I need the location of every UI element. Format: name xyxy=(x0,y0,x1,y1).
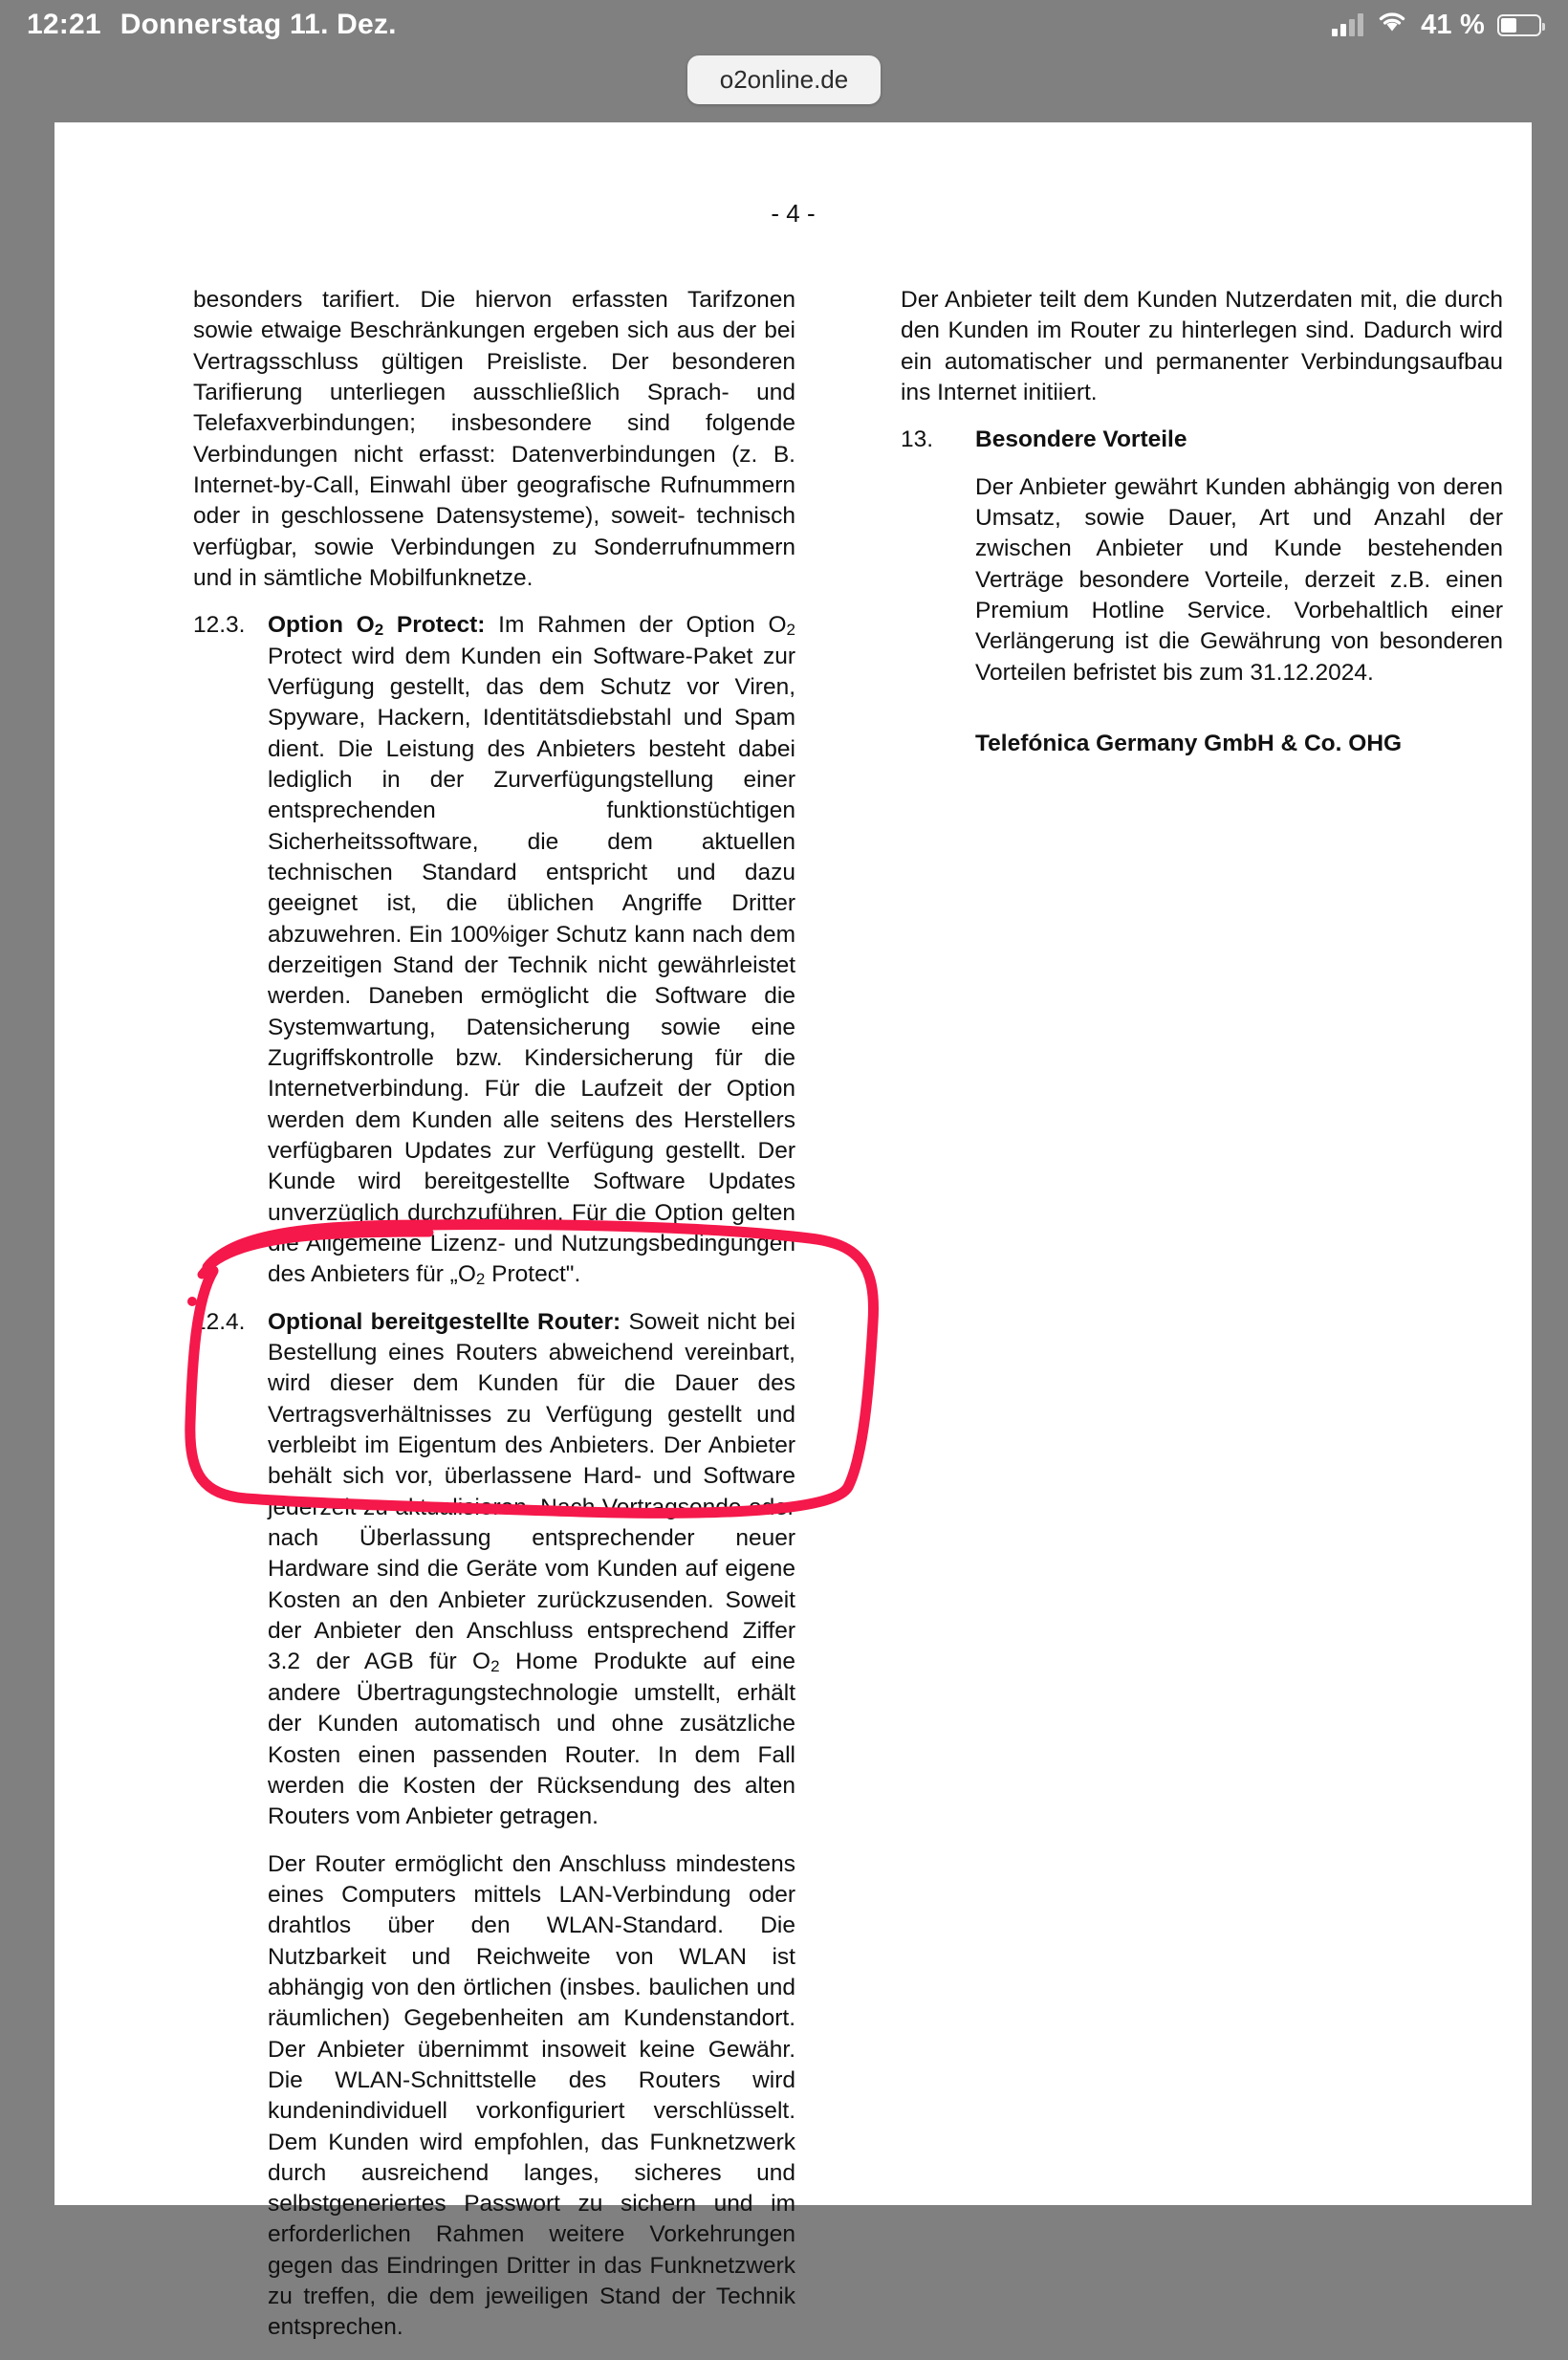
paragraph-router: Der Router ermöglicht den Anschluss mindestens eines Computers mittels LAN-Verbindung oder drahtlos über den WLAN-Standard. Die Nutzbarkeit und Reichweite von WLAN ist abhängig von den örtlichen (insbes. baulichen und räumlichen) Gegebenheiten am Kundenstandort. Der Anbieter übernimmt insoweit keine Gewähr. Die WLAN-Schnittstelle des Routers wird kundenindividuell vorkonfiguriert verschlüsselt. Dem Kunden wird empfohlen, das Funknetzwerk durch ausreichend langes, sicheres und selbstgeneriertes Passwort zu sichern und im erforderlichen Rahmen weitere Vorkehrungen gegen das Eindringen Dritter in das Funknetzwerk zu treffen, die dem jeweiligen Stand der Technik entsprechen. xyxy=(268,1850,795,2341)
clause-12-3 xyxy=(193,610,795,1291)
clause-12-4-body xyxy=(268,1307,795,1833)
paragraph-continued: besonders tarifiert. Die hiervon erfassten Tarifzonen sowie etwaige Beschränkungen ergeben sich aus der bei Vertragsschluss gültigen Preisliste. Der besonderen Tarifierung unterliegen ausschließlich Sprach- und Telefaxverbindungen; insbesondere sind folgende Verbindungen nicht erfasst: Datenverbindungen (z. B. Internet-by-Call, Einwahl über geografische Rufnummern oder in geschlossene Datensysteme), soweit- technisch verfügbar, sowie Verbindungen zu Sonderrufnummern und in sämtliche Mobilfunknetze. xyxy=(193,287,795,591)
clause-13-number: 13. xyxy=(901,426,934,453)
status-date: Donnerstag 11. Dez. xyxy=(120,9,397,40)
clause-13-heading xyxy=(901,425,1503,455)
signal-bars-icon xyxy=(1332,13,1363,36)
clause-13-title: Besondere Vorteile xyxy=(975,426,1187,453)
document-page xyxy=(54,122,1532,2341)
battery-icon xyxy=(1497,14,1541,36)
clause-12-3-number: 12.3. xyxy=(193,612,246,639)
url-bar-container xyxy=(0,55,1568,104)
url-bar[interactable]: o2online.de xyxy=(687,55,881,104)
company-name: Telefónica Germany GmbH & Co. OHG xyxy=(975,730,1403,756)
clause-12-4-text: Soweit nicht bei Bestellung eines Routers abweichend vereinbart, wird dieser dem Kunden für die Dauer des Vertragsverhältnisses zu Verfügung gestellt und verbleibt im Eigentum des Anbieters. Der Anbieter behält sich vor, überlassene Hard- und Software jederzeit zu aktualisieren. Nach Vertragsende oder nach Überlassung entsprechender neuer Hardware sind die Geräte vom Kunden auf eigene Kosten an den Anbieter zurückzusenden. Soweit der Anbieter den Anschluss entsprechend Ziffer 3.2 der AGB für O2 Home Produkte auf eine andere Übertragungstechnologie umstellt, erhält der Kunden automatisch und ohne zusätzliche Kosten einen passenden Router. In dem Fall werden die Kosten der Rücksendung des alten Routers vom Anbieter getragen. xyxy=(268,1308,796,1830)
battery-percent-label: 41 % xyxy=(1421,9,1485,40)
clause-12-3-text: Im Rahmen der Option O2 Protect wird dem Kunden ein Software-Paket zur Verfügung gestellt, das dem Schutz vor Viren, Spyware, Hackern, Identitätsdiebstahl und Spam dient. Die Leistung des Anbieters besteht dabei lediglich in der Zurverfügungstellung einer entsprechenden funktionstüchtigen Sicherheitssoftware, die dem aktuellen technischen Standard entspricht und dazu geeignet ist, die üblichen Angriffe Dritter abzuwehren. Ein 100%iger Schutz kann nach dem derzeitigen Stand der Technik nicht gewährleistet werden. Daneben ermöglicht die Software die Systemwartung, Datensicherung sowie eine Zugriffskontrolle bzw. Kindersicherung für die Internetverbindung. Für die Laufzeit der Option werden dem Kunden alle seitens des Herstellers verfügbaren Updates zur Verfügung gestellt. Der Kunde wird bereitgestellte Software Updates unverzüglich durchzuführen. Für die Option gelten die Allgemeine Lizenz- und Nutzungsbedingungen des Anbieters für „O2 Protect". xyxy=(268,612,795,1289)
paragraph-nutzerdaten: Der Anbieter teilt dem Kunden Nutzerdaten mit, die durch den Kunden im Router zu hinterlegen sind. Dadurch wird ein automatischer und permanenter Verbindungsaufbau ins Internet initiiert. xyxy=(901,287,1503,405)
status-time: 12:21 xyxy=(27,9,101,40)
status-bar-left xyxy=(27,9,397,41)
clause-13-text: Der Anbieter gewährt Kunden abhängig von deren Umsatz, sowie Dauer, Art und Anzahl der zwischen Anbieter und Kunde bestehenden Verträge besondere Vorteile, derzeit z.B. einen Premium Hotline Service. Vorbehaltlich einer Verlängerung ist die Gewährung von besonderen Vorteilen befristet bis zum 31.12.2024. xyxy=(975,473,1503,686)
clause-12-4-title: Optional bereitgestellte Router: xyxy=(268,1308,621,1335)
left-column xyxy=(193,285,795,2360)
clause-12-3-body xyxy=(268,610,795,1291)
clause-12-4 xyxy=(193,1307,795,1833)
status-bar xyxy=(0,0,1568,50)
clause-12-3-title: Option O2 Protect: xyxy=(268,612,486,640)
page-number: - 4 - xyxy=(771,199,816,228)
right-column xyxy=(901,285,1503,2360)
status-bar-right xyxy=(1332,9,1541,41)
clause-12-4-number: 12.4. xyxy=(193,1308,246,1335)
document-columns xyxy=(54,285,1532,2360)
wifi-icon xyxy=(1376,9,1408,41)
